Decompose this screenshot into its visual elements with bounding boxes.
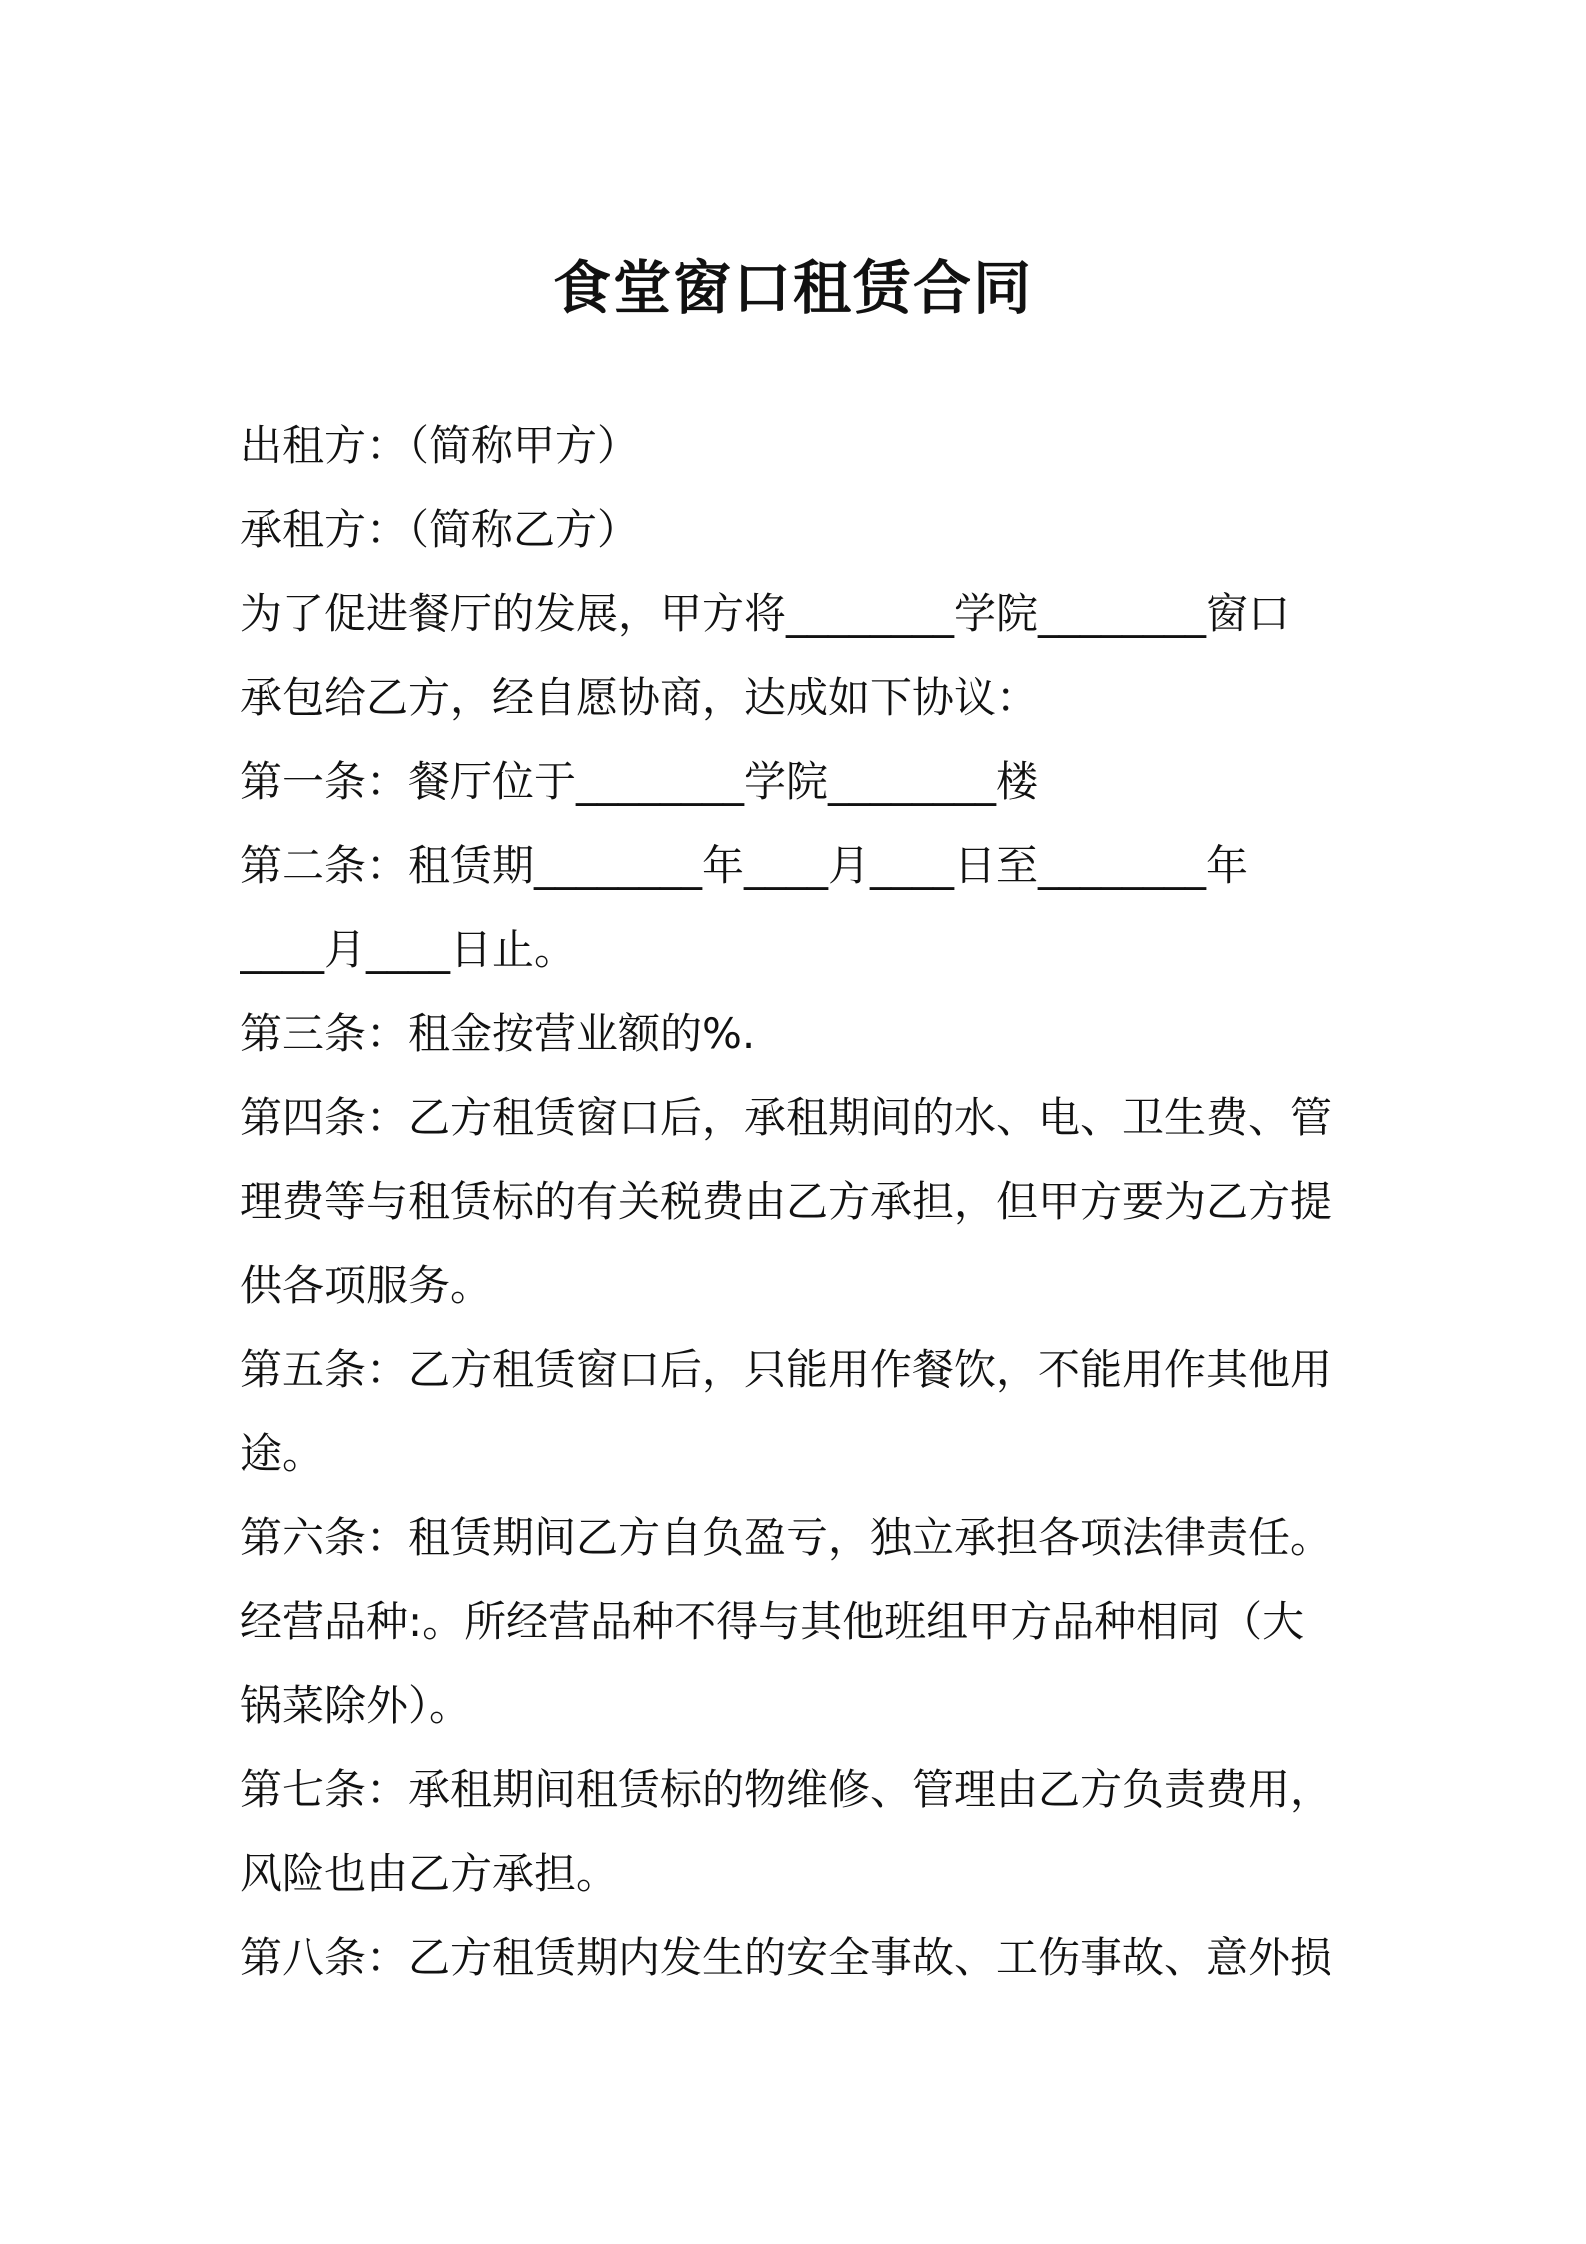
text-line: 第八条：乙方租赁期内发生的安全事故、工伤事故、意外损 bbox=[240, 1933, 1333, 1982]
text-line: 供各项服务。 bbox=[240, 1261, 493, 1310]
text-line: 承包给乙方，经自愿协商，达成如下协议： bbox=[240, 673, 1039, 722]
text-line: 途。 bbox=[240, 1429, 325, 1478]
text-line: 第七条：承租期间租赁标的物维修、管理由乙方负责费用， bbox=[240, 1765, 1333, 1814]
text-line: 第四条：乙方租赁窗口后，承租期间的水、电、卫生费、管 bbox=[240, 1093, 1333, 1142]
text-line: 出租方：（简称甲方） bbox=[240, 421, 640, 470]
document-body bbox=[240, 404, 1355, 2000]
document-title: 食堂窗口租赁合同 bbox=[552, 254, 1033, 322]
text-line: 锅菜除外）。 bbox=[240, 1681, 472, 1730]
text-line: 第五条：乙方租赁窗口后，只能用作餐饮，不能用作其他用 bbox=[240, 1345, 1333, 1394]
text-line: 承租方：（简称乙方） bbox=[240, 505, 640, 554]
text-line: 第六条：租赁期间乙方自负盈亏，独立承担各项法律责任。 bbox=[240, 1513, 1333, 1562]
text-line: 第一条：餐厅位于________学院________楼 bbox=[240, 757, 1039, 806]
text-line: 经营品种:。所经营品种不得与其他班组甲方品种相同（大 bbox=[240, 1597, 1305, 1646]
text-line: 第二条：租赁期________年____月____日至________年 bbox=[240, 841, 1249, 890]
text-line: 风险也由乙方承担。 bbox=[240, 1849, 619, 1898]
text-line: ____月____日止。 bbox=[240, 925, 577, 974]
text-line: 第三条：租金按营业额的%. bbox=[240, 1009, 756, 1058]
text-line: 理费等与租赁标的有关税费由乙方承担，但甲方要为乙方提 bbox=[240, 1177, 1333, 1226]
text-line: 为了促进餐厅的发展，甲方将________学院________窗口 bbox=[240, 589, 1291, 638]
